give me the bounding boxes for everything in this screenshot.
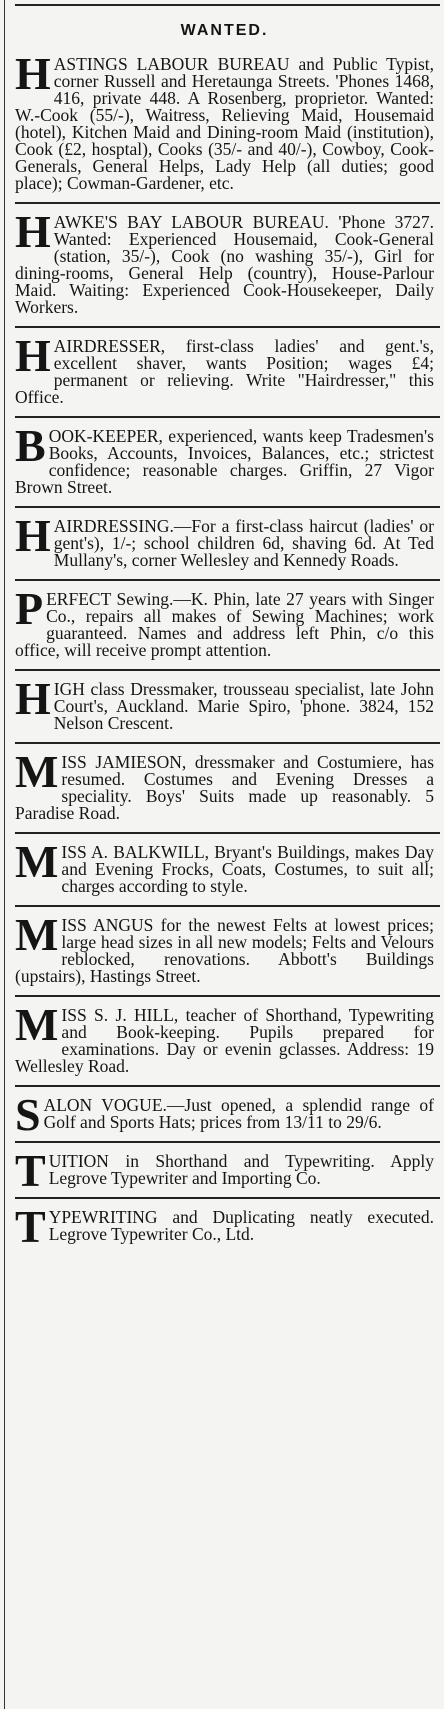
classified-ad — [15, 422, 434, 502]
classified-column — [4, 0, 440, 1709]
drop-cap: S — [15, 1089, 41, 1140]
ad-lead: ISS S. J. HILL, — [61, 1005, 179, 1025]
ad-lead: AIRDRESSING. — [53, 516, 174, 536]
ad-separator — [15, 832, 440, 834]
classified-ad — [15, 1201, 434, 1252]
classified-ad — [15, 50, 434, 198]
classified-ad — [15, 332, 434, 412]
ad-body: and Public Typist, corner Russell and Heretaunga Streets. 'Phones 1468, 416, private 448. A Rosenberg, proprietor. Wanted: W.-Cook (55/-), Waitress, Relieving Maid, Housemaid (hotel), Kitchen Maid and Dining-room Maid (institution), Cook (£2, hosptal), Cooks (35/- and 40/-), Cowboy, Cook-Generals, General Helps, Lady Help (all duties; good place); Cowman-Gardener, etc. — [15, 54, 434, 193]
ad-lead: ALON VOGUE. — [43, 1095, 167, 1115]
ad-lead: YPEWRITING — [48, 1207, 158, 1227]
ad-body: first-class ladies' and gent.'s, excellent shaver, wants Position; wages £4; permanent or relieving. Write "Hairdresser," this Office. — [15, 336, 434, 407]
classified-ad — [15, 208, 434, 322]
drop-cap: T — [15, 1201, 46, 1252]
drop-cap: P — [15, 583, 44, 634]
drop-cap: M — [15, 909, 59, 960]
ad-separator — [15, 579, 440, 581]
ad-lead: ISS ANGUS — [61, 915, 154, 935]
ads-list — [15, 48, 435, 1252]
drop-cap: B — [15, 420, 46, 471]
classified-ad — [15, 585, 434, 665]
ad-separator — [15, 905, 440, 907]
classified-ad — [15, 512, 434, 575]
ad-body: —Just opened, a splendid range of Golf and Sports Hats; prices from 13/11 to 29/6. — [43, 1095, 434, 1132]
drop-cap: M — [15, 836, 59, 887]
ad-body: class Dressmaker, trousseau specialist, late John Court's, Auckland. Marie Spiro, 'phone. 3824, 152 Nelson Crescent. — [53, 679, 434, 733]
ad-body: 'Phone 3727. Wanted: Experienced Housemaid, Cook-General (station, 35/-), Cook (no washing 35/-), Girl for dining-rooms, General Help (country), House-Parlour Maid. Waiting: Experienced Cook-Housekeeper, Daily Workers. — [15, 212, 434, 317]
ad-separator — [15, 669, 440, 671]
drop-cap: H — [15, 673, 51, 724]
ad-body: experienced, wants keep Tradesmen's Books, Accounts, Invoices, Balances, etc.; strictest confidence; reasonable charges. Griffin, 27 Vigor Brown Street. — [15, 426, 434, 497]
ad-lead: OOK-KEEPER, — [48, 426, 163, 446]
ad-body: dressmaker and Costumiere, has resumed. Costumes and Evening Dresses a speciality. Boys' Suits made up reasonably. 5 Paradise Road. — [15, 752, 435, 823]
ad-lead: UITION — [48, 1151, 109, 1171]
ad-lead: AWKE'S BAY LABOUR BUREAU. — [53, 212, 329, 232]
classified-ad — [15, 1089, 434, 1140]
drop-cap: H — [15, 510, 51, 561]
ad-separator — [15, 202, 440, 204]
drop-cap: T — [15, 1145, 46, 1196]
ad-separator — [15, 506, 440, 508]
ad-lead: ISS A. BALKWILL, — [61, 842, 210, 862]
ad-body: —For a first-class haircut (ladies' or gent's), 1/-; school children 6d, shaving 6d. At Ted Mullany's, corner Wellesley and Kennedy Roads. — [53, 516, 434, 570]
ad-body: —K. Phin, late 27 years with Singer Co., repairs all makes of Sewing Machines; work guaranteed. Names and address left Phin, c/o this office, will receive prompt attention. — [15, 589, 434, 660]
drop-cap: M — [15, 746, 59, 797]
ad-body: in Shorthand and Typewriting. Apply Legrove Typewriter and Importing Co. — [48, 1151, 434, 1188]
ad-separator — [15, 416, 440, 418]
ad-separator — [15, 1141, 440, 1143]
drop-cap: H — [15, 48, 51, 99]
ad-lead: AIRDRESSER, — [53, 336, 166, 356]
classified-ad — [15, 675, 434, 738]
drop-cap: M — [15, 999, 59, 1050]
ad-lead: ASTINGS LABOUR BUREAU — [53, 54, 290, 74]
drop-cap: H — [15, 206, 51, 257]
ad-separator — [15, 326, 440, 328]
ad-body: for the newest Felts at lowest prices; large head sizes in all new models; Felts and Velours reblocked, renovations. Abbott's Buildings (upstairs), Hastings Street. — [15, 915, 434, 986]
classified-ad — [15, 838, 434, 901]
ad-lead: IGH — [53, 679, 85, 699]
ad-body: and Duplicating neatly executed. Legrove Typewriter Co., Ltd. — [48, 1207, 434, 1244]
classified-ad — [15, 1145, 434, 1196]
classified-ad — [15, 748, 434, 828]
section-heading: WANTED. — [180, 22, 269, 39]
ad-lead: ISS JAMIESON, — [61, 752, 187, 772]
classified-ad — [15, 911, 434, 991]
ad-separator — [15, 742, 440, 744]
drop-cap: H — [15, 330, 51, 381]
ad-separator — [15, 1085, 440, 1087]
classified-ad — [15, 1001, 434, 1081]
ad-body: teacher of Shorthand, Typewriting and Book-keeping. Pupils prepared for examinations. Day or evenin gclasses. Address: 19 Wellesley Road. — [15, 1005, 435, 1076]
top-rule — [15, 0, 440, 6]
ad-separator — [15, 995, 440, 997]
ad-separator — [15, 1197, 440, 1199]
ad-body: Bryant's Buildings, makes Day and Evening Frocks, Coats, Costumes, to suit all; charges according to style. — [61, 842, 434, 896]
ad-lead: ERFECT Sewing. — [46, 589, 174, 609]
